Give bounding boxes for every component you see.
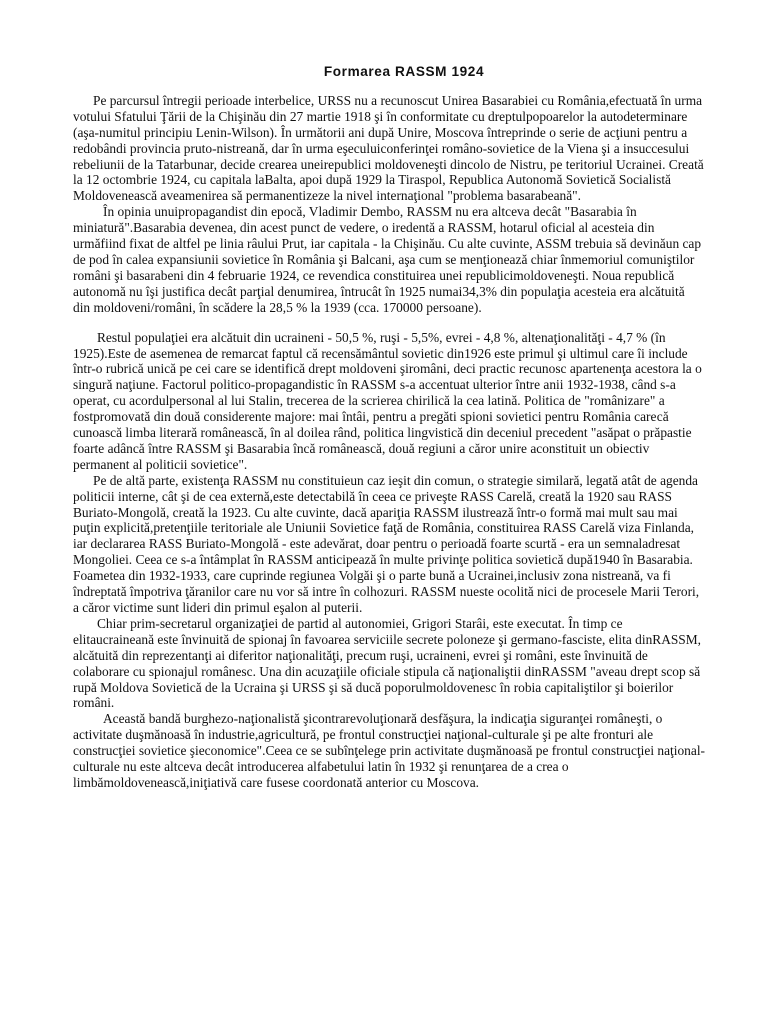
document-page — [73, 64, 705, 791]
paragraph-4: Pe de altă parte, existenţa RASSM nu constituieun caz ieşit din comun, o strategie similară, legată atât de agenda politicii interne, cât şi de cea externă,este detectabilă în ceea ce priveşte RASS Carelă, creată la 1920 sau RASS Buriato-Mongolă, creată la 1923. Cu alte cuvinte, dacă apariţia RASSM ilustrează într-o formă mai mult sau mai puţin explicită,pretenţiile teritoriale ale Uniunii Sovietice faţă de România, constituirea RASS Carelă viza Finlanda, iar declararea RASS Buriato-Mongolă - este adevărat, doar pentru o perioadă foarte scurtă - era un semnaladresat Mongoliei. Ceea ce s-a întâmplat în RASSM anticipează în multe privinţe politica sovietică după1940 în Basarabia. Foametea din 1932-1933, care cuprinde regiunea Volgăi şi o parte bună a Ucrainei,inclusiv zona nistreană, va fi îndreptată împotriva ţăranilor care nu vor să intre în colhozuri. RASSM nueste ocolită nici de procesele Marii Terori, a căror victime sunt lideri din primul eşalon al puterii. — [73, 472, 700, 615]
paragraph-6: Această bandă burghezo-naţionalistă şicontrarevoluţionară desfăşura, la indicaţia siguranţei româneşti, o activitate duşmănoasă în industrie,agricultură, pe frontul construcţiei naţional-culturale şi pe alte fronturi ale construcţiei sovietice şieconomice".Ceea ce se subînţelege prin activitate duşmănoasă pe frontul construcţiei naţional-culturale nu este altceva decât introducerea alfabetului latin în 1932 şi renunţarea de a crea o limbămoldovenească,iniţiativă care fusese coordonată anterior cu Moscova. — [73, 711, 705, 790]
paragraph-5: Chiar prim-secretarul organizaţiei de partid al autonomiei, Grigori Starâi, este executat. În timp ce elitaucraineană este învinuită de spionaj în favoarea serviciile secrete poloneze şi germano-fasciste, elita dinRASSM, alcătuită din reprezentanţi ai diferitor naţionalităţi, precum ruşi, ucraineni, evrei şi români, este învinuită de colaborare cu spionajul românesc. Una din acuzaţiile oficiale stipula că naţionaliştii dinRASSM "aveau drept scop să rupă Moldova Sovietică de la Ucraina şi URSS şi să ducă poporulmoldovenesc în robia capitaliştilor şi boierilor români. — [73, 615, 702, 711]
document-title: Formarea RASSM 1924 — [323, 64, 485, 79]
paragraph-3: Restul populaţiei era alcătuit din ucraineni - 50,5 %, ruşi - 5,5%, evrei - 4,8 %, altenaţionalităţi - 4,7 % (în 1925).Este de asemenea de remarcat faptul că recensământul sovietic din1926 este primul şi ultimul care îi include într-o rubrică unică pe cei care se identifică drept moldoveni şiromâni, deci practic recunosc apartenenţa acestora la o singură naţiune. Factorul politico-propagandistic în RASSM s-a accentuat ulterior între anii 1932-1938, când s-a operat, cu acordulpersonal al lui Stalin, trecerea de la scrierea chirilică la cea latină. Politica de "românizare" a fostpromovată din două considerente majore: mai întâi, pentru a pregăti spioni sovietici pentru România carесă cunoască limba literară românească, în al doilea rând, politica lingvistică din deceniul precedent "asăpat o prăpastie foarte adâncă între RASSM şi Basarabia încă românească, două regiuni a căror unire aconstituit un obiectiv permanent al politicii sovietice". — [73, 329, 702, 472]
paragraph-1: Pe parcursul întregii perioade interbelice, URSS nu a recunoscut Unirea Basarabiei cu România,efectuată în urma votului Sfatului Ţării de la Chişinău din 27 martie 1918 şi în conformitate cu dreptulpopoarelor la autodeterminare (aşa-numitul principiu Lenin-Wilson). În următorii ani după Unire, Moscova întreprinde o serie de acţiuni pentru a redobândi provincia pruto-nistreană, dar în urma eşeculuiconferinţei româno-sovietice de la Viena şi a insuccesului rebeliunii de la Tatarbunar, decide crearea uneirepublici moldoveneşti dincolo de Nistru, pe teritoriul Ucrainei. Creată la 12 octombrie 1924, cu capitala laBalta, apoi după 1929 la Tiraspol, Republica Autonomă Sovietică Socialistă Moldovenească aveamenirea să permanentizeze la nivel internaţional "problema basarabeană". — [73, 92, 704, 204]
paragraph-2: În opinia unuipropagandist din epocă, Vladimir Dembo, RASSM nu era altceva decât "Basarabia în miniatură".Basarabia devenea, din acest punct de vedere, o iredentă a RASSM, hotarul oficial al acesteia din urmăfiind fixat de altfel pe linia râului Prut, iar capitala - la Chişinău. Cu alte cuvinte, ASSM trebuia să devinăun cap de pod în calea expansiunii sovietice în România şi Balcani, aşa cum se menţionează chiar înmemoriul comuniştilor români şi basarabeni din 4 februarie 1924, ce revendica constituirea unei republicimoldoveneşti. Noua republică autonomă nu îşi justifica decât parţial denumirea, întrucât în 1925 numai34,3% din populaţia acesteia era alcătuită din moldoveni/români, în scădere la 28,5 % la 1939 (cca. 170000 persoane). — [73, 204, 702, 315]
